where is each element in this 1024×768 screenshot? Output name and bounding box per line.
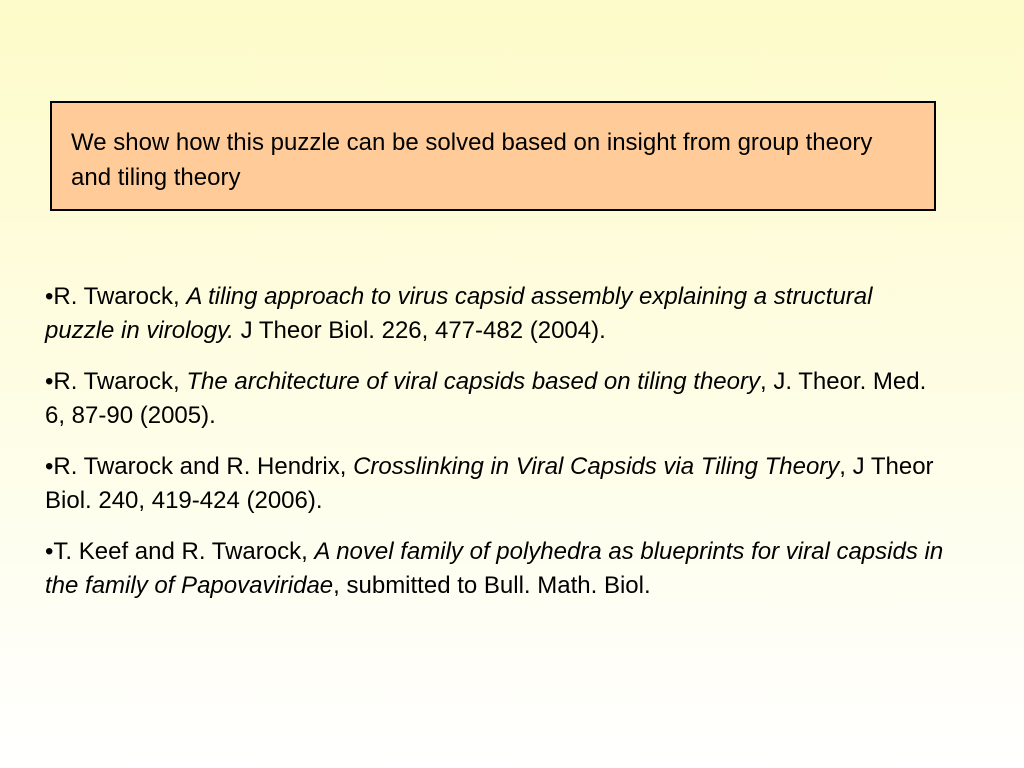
reference-citation: J Theor Biol. 226, 477-482 (2004). (233, 317, 606, 344)
reference-title: Crosslinking in Viral Capsids via Tiling Theory (353, 453, 840, 480)
reference-authors: R. Twarock, (53, 368, 187, 395)
reference-citation: , J Theor Biol. 240, 419-424 (2006). (45, 453, 934, 514)
reference-title: The architecture of viral capsids based on tiling theory (186, 368, 760, 395)
summary-callout-box (50, 101, 936, 211)
reference-authors: T. Keef and R. Twarock, (53, 538, 315, 565)
reference-citation: , J. Theor. Med. 6, 87-90 (2005). (45, 368, 927, 429)
reference-item (45, 280, 945, 348)
reference-authors: R. Twarock, (53, 283, 187, 310)
reference-item (45, 365, 945, 433)
reference-item (45, 535, 945, 603)
reference-bullet: • (45, 283, 54, 310)
reference-bullet: • (45, 453, 54, 480)
reference-title: A novel family of polyhedra as blueprints for viral capsids in the family of Papovaviridae (45, 538, 944, 599)
reference-item (45, 450, 945, 518)
reference-citation: , submitted to Bull. Math. Biol. (333, 572, 651, 599)
reference-title: A tiling approach to virus capsid assembly explaining a structural puzzle in virology. (45, 283, 873, 344)
reference-list (45, 280, 945, 620)
reference-bullet: • (45, 538, 54, 565)
summary-callout-text: We show how this puzzle can be solved based on insight from group theory and tiling theory (71, 129, 873, 191)
reference-authors: R. Twarock and R. Hendrix, (53, 453, 354, 480)
reference-bullet: • (45, 368, 54, 395)
